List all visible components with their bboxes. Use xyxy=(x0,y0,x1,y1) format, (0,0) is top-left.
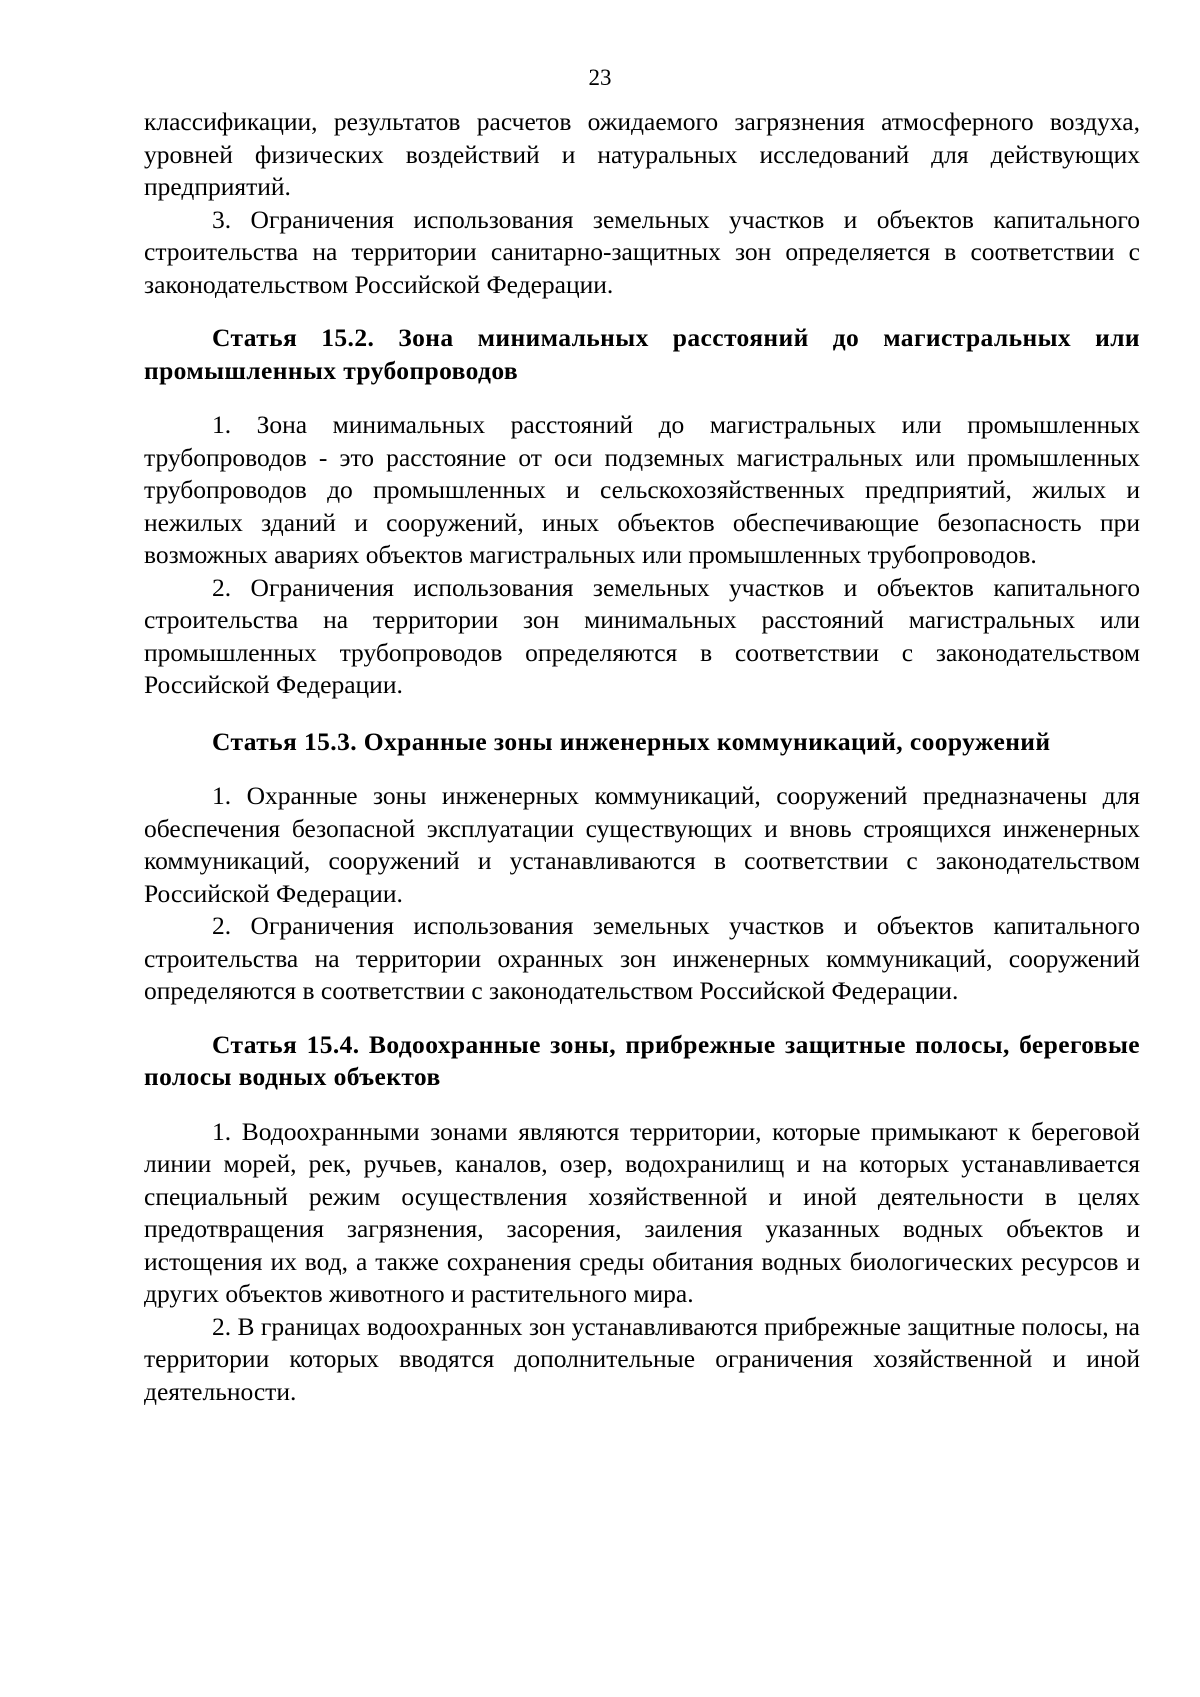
paragraph-pipeline-zone-restrictions: 2. Ограничения использования земельных участков и объектов капитального строительства на территории зон минимальных расстояний магистральных или промышленных трубопроводов определяются в соответствии с законодательством Российской Федерации. xyxy=(144,572,1140,699)
paragraph-water-protection-zone-definition: 1. Водоохранными зонами являются территории, которые примыкают к береговой линии морей, рек, ручьев, каналов, озер, водохранилищ и на которых устанавливается специальный режим осуществления хозяйственной и иной деятельности в целях предотвращения загрязнения, засорения, заиления указанных водных объектов и истощения их вод, а также сохранения среды обитания водных биологических ресурсов и других объектов животного и растительного мира. xyxy=(144,1116,1140,1308)
page-number: 23 xyxy=(588,65,612,90)
heading-article-15-3: Статья 15.3. Охранные зоны инженерных коммуникаций, сооружений xyxy=(212,726,1051,756)
paragraph-continuation: классификации, результатов расчетов ожидаемого загрязнения атмосферного воздуха, уровней физических воздействий и натуральных исследований для действующих предприятий. xyxy=(144,107,1140,201)
document-body xyxy=(144,106,1140,1408)
paragraph-engineering-zone-restrictions: 2. Ограничения использования земельных участков и объектов капитального строительства на территории охранных зон инженерных коммуникаций, сооружений определяются в соответствии с законодательством Российской Федерации. xyxy=(144,911,1140,1005)
paragraph-sanitary-zone-restrictions: 3. Ограничения использования земельных участков и объектов капитального строительства на территории санитарно-защитных зон определяется в соответствии с законодательством Российской Федерации. xyxy=(144,204,1140,299)
paragraph-pipeline-zone-definition: 1. Зона минимальных расстояний до магистральных или промышленных трубопроводов - это расстояние от оси подземных магистральных или промышленных трубопроводов до промышленных и сельскохозяйственных предприятий, жилых и нежилых зданий и сооружений, иных объектов обеспечивающие безопасность при возможных авариях объектов магистральных или промышленных трубопроводов. xyxy=(144,410,1140,569)
heading-article-15-2: Статья 15.2. Зона минимальных расстояний до магистральных или промышленных трубопроводов xyxy=(144,323,1140,385)
paragraph-engineering-zone-definition: 1. Охранные зоны инженерных коммуникаций, сооружений предназначены для обеспечения безопасной эксплуатации существующих и вновь строящихся инженерных коммуникаций, сооружений и устанавливаются в соответствии с законодательством Российской Федерации. xyxy=(144,781,1140,908)
paragraph-coastal-protective-strips: 2. В границах водоохранных зон устанавливаются прибрежные защитные полосы, на территории которых вводятся дополнительные ограничения хозяйственной и иной деятельности. xyxy=(144,1311,1140,1406)
heading-article-15-4: Статья 15.4. Водоохранные зоны, прибрежные защитные полосы, береговые полосы водных объектов xyxy=(144,1029,1140,1091)
